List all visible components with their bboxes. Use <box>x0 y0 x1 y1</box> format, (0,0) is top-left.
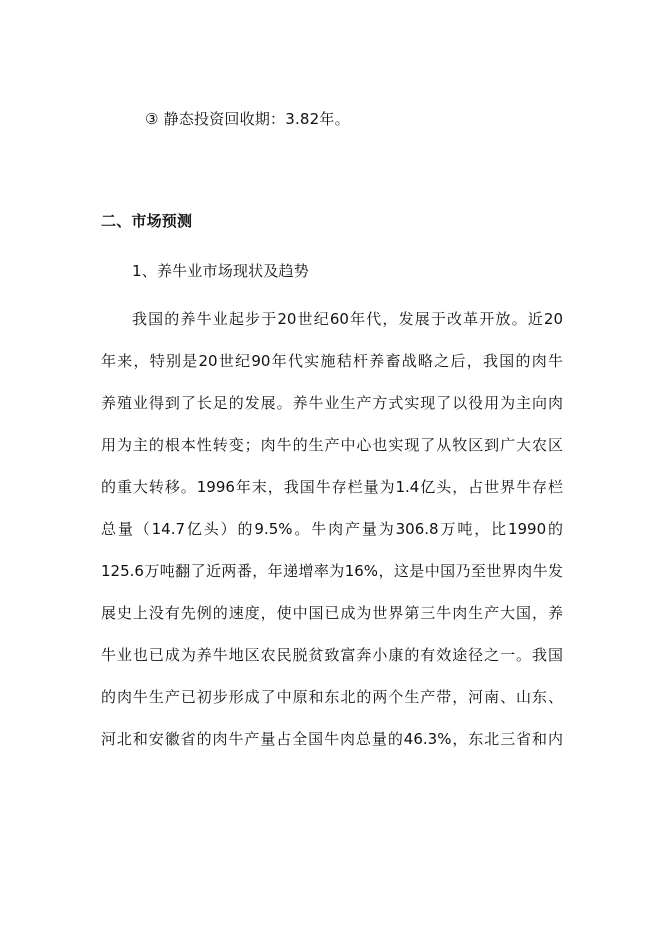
paragraph-line: 年来，特别是20世纪90年代实施秸杆养畜战略之后，我国的肉牛 <box>101 352 563 370</box>
paragraph-line: 总量（14.7亿头）的9.5%。牛肉产量为306.8万吨，比1990的 <box>101 520 563 538</box>
paragraph-line: 展史上没有先例的速度，使中国已成为世界第三牛肉生产大国，养 <box>101 604 563 622</box>
paragraph-line: 养殖业得到了长足的发展。养牛业生产方式实现了以役用为主向肉 <box>101 394 563 412</box>
paragraph-line: 河北和安徽省的肉牛产量占全国牛肉总量的46.3%，东北三省和内 <box>101 730 563 748</box>
paragraph-line: 牛业也已成为养牛地区农民脱贫致富奔小康的有效途径之一。我国 <box>101 646 563 664</box>
paragraph-line: 的重大转移。1996年末，我国牛存栏量为1.4亿头，占世界牛存栏 <box>101 478 563 496</box>
subsection-heading: 1、养牛业市场现状及趋势 <box>132 262 309 280</box>
section-heading: 二、市场预测 <box>101 212 193 230</box>
paragraph-line: 125.6万吨翻了近两番，年递增率为16%，这是中国乃至世界肉牛发 <box>101 562 563 580</box>
paragraph-line: 的肉牛生产已初步形成了中原和东北的两个生产带，河南、山东、 <box>101 688 563 706</box>
investment-payback-line: ③ 静态投资回收期：3.82年。 <box>145 110 350 128</box>
paragraph-line: 用为主的根本性转变；肉牛的生产中心也实现了从牧区到广大农区 <box>101 436 563 454</box>
paragraph-line: 我国的养牛业起步于20世纪60年代，发展于改革开放。近20 <box>132 310 563 328</box>
